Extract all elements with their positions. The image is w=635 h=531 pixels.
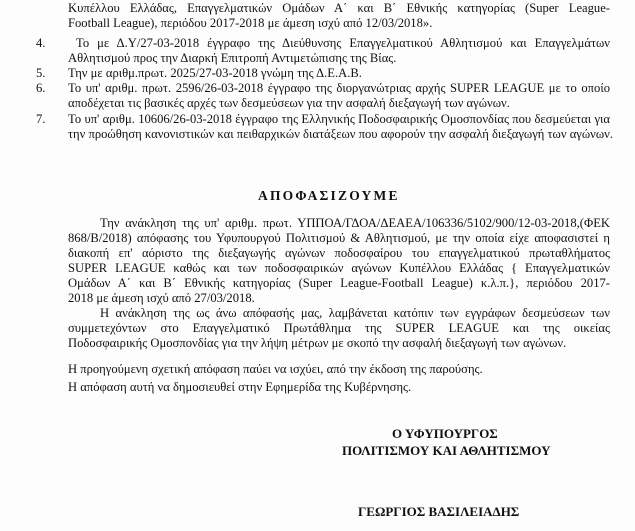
item-number: 6.	[36, 81, 46, 95]
item-line: Αθλητισμού προς την Διαρκή Επιτροπή Αντιμετώπισης της Βίας.	[68, 51, 397, 65]
decision-line: Ομάδων Α΄ και Β΄ Εθνικής κατηγορίας (Super League-Football League) κ.λ.π.}, περιόδου 2017-	[68, 276, 610, 290]
decision-line: SUPER LEAGUE καθώς και των ποδοσφαιρικών αγώνων Κυπέλλου Ελλάδας { Επαγγελματικών	[68, 261, 610, 275]
signature-name: ΓΕΩΡΓΙΟΣ ΒΑΣΙΛΕΙΑΔΗΣ	[358, 504, 520, 519]
decision-line: 2018 με άμεση ισχύ από 27/03/2018.	[68, 291, 255, 305]
decision-line: Ποδοσφαιρικής Ομοσπονδίας για την λήψη μέτρων με σκοπό την ασφαλή διεξαγωγή των αγώνων.	[68, 336, 567, 350]
item-line: Το υπ' αριθμ. πρωτ. 2596/26-03-2018 έγγραφο της διοργανώτριας αρχής SUPER LEAGUE με το οποίο	[68, 81, 610, 95]
item-line: την προώθηση κανονιστικών και πειθαρχικών διατάξεων που αφορούν την ασφαλή διεξαγωγή των αγώνων.	[68, 127, 613, 141]
item-number: 5.	[36, 66, 46, 80]
preamble-line: Κυπέλλου Ελλάδας, Επαγγελματικών Ομάδων Α΄ και Β΄ Εθνικής κατηγορίας (Super League-	[68, 1, 610, 15]
signature-title: ΠΟΛΙΤΙΣΜΟΥ ΚΑΙ ΑΘΛΗΤΙΣΜΟΥ	[342, 443, 551, 458]
decision-line: συμμετεχόντων στο Επαγγελματικό Πρωτάθλημα της SUPER LEAGUE και της οικείας	[68, 321, 610, 335]
item-number: 7.	[36, 112, 46, 126]
item-number: 4.	[36, 36, 46, 50]
preamble-line: Football League), περιόδου 2017-2018 με άμεση ισχύ από 12/03/2018».	[68, 16, 433, 30]
closing-line: Η προηγούμενη σχετική απόφαση παύει να ισχύει, από την έκδοση της παρούσης.	[68, 362, 483, 376]
decision-heading: ΑΠΟΦΑΣΙΖΟΥΜΕ	[258, 188, 400, 203]
item-line: αποδέχεται τις βασικές αρχές των δεσμεύσεων για την ασφαλή διεξαγωγή των αγώνων.	[68, 96, 510, 110]
item-line: Το υπ' αριθμ. 10606/26-03-2018 έγγραφο της Ελληνικής Ποδοσφαιρικής Ομοσπονδίας που δεσμεύεται για	[68, 112, 610, 126]
decision-line: Η ανάκληση της ως άνω απόφασής μας, λαμβάνεται κατόπιν των εγγράφων δεσμεύσεων των	[100, 306, 610, 320]
closing-line: Η απόφαση αυτή να δημοσιευθεί στην Εφημερίδα της Κυβέρνησης.	[68, 380, 412, 394]
decision-line: διακοπή επ' αόριστο της διεξαγωγής αγώνων ποδοσφαίρου του επαγγελματικού πρωταθλήματος	[68, 246, 610, 260]
decision-line: 868/Β/2018) απόφασης του Υφυπουργού Πολιτισμού & Αθλητισμού, με την οποία είχε αποφασιστεί η	[68, 231, 610, 245]
item-line: Το με Δ.Υ/27-03-2018 έγγραφο της Διεύθυνσης Επαγγελματικού Αθλητισμού και Επαγγελμάτων	[76, 36, 610, 50]
signature-title: Ο ΥΦΥΠΟΥΡΓΟΣ	[392, 426, 498, 441]
decision-line: Την ανάκληση της υπ' αριθμ. πρωτ. ΥΠΠΟΑ/ΓΔΟΑ/ΔΕΑΕΑ/106336/5102/900/12-03-2018,(ΦΕΚ	[100, 216, 610, 230]
item-line: Την με αριθμ.πρωτ. 2025/27-03-2018 γνώμη της Δ.Ε.Α.Β.	[68, 66, 362, 80]
